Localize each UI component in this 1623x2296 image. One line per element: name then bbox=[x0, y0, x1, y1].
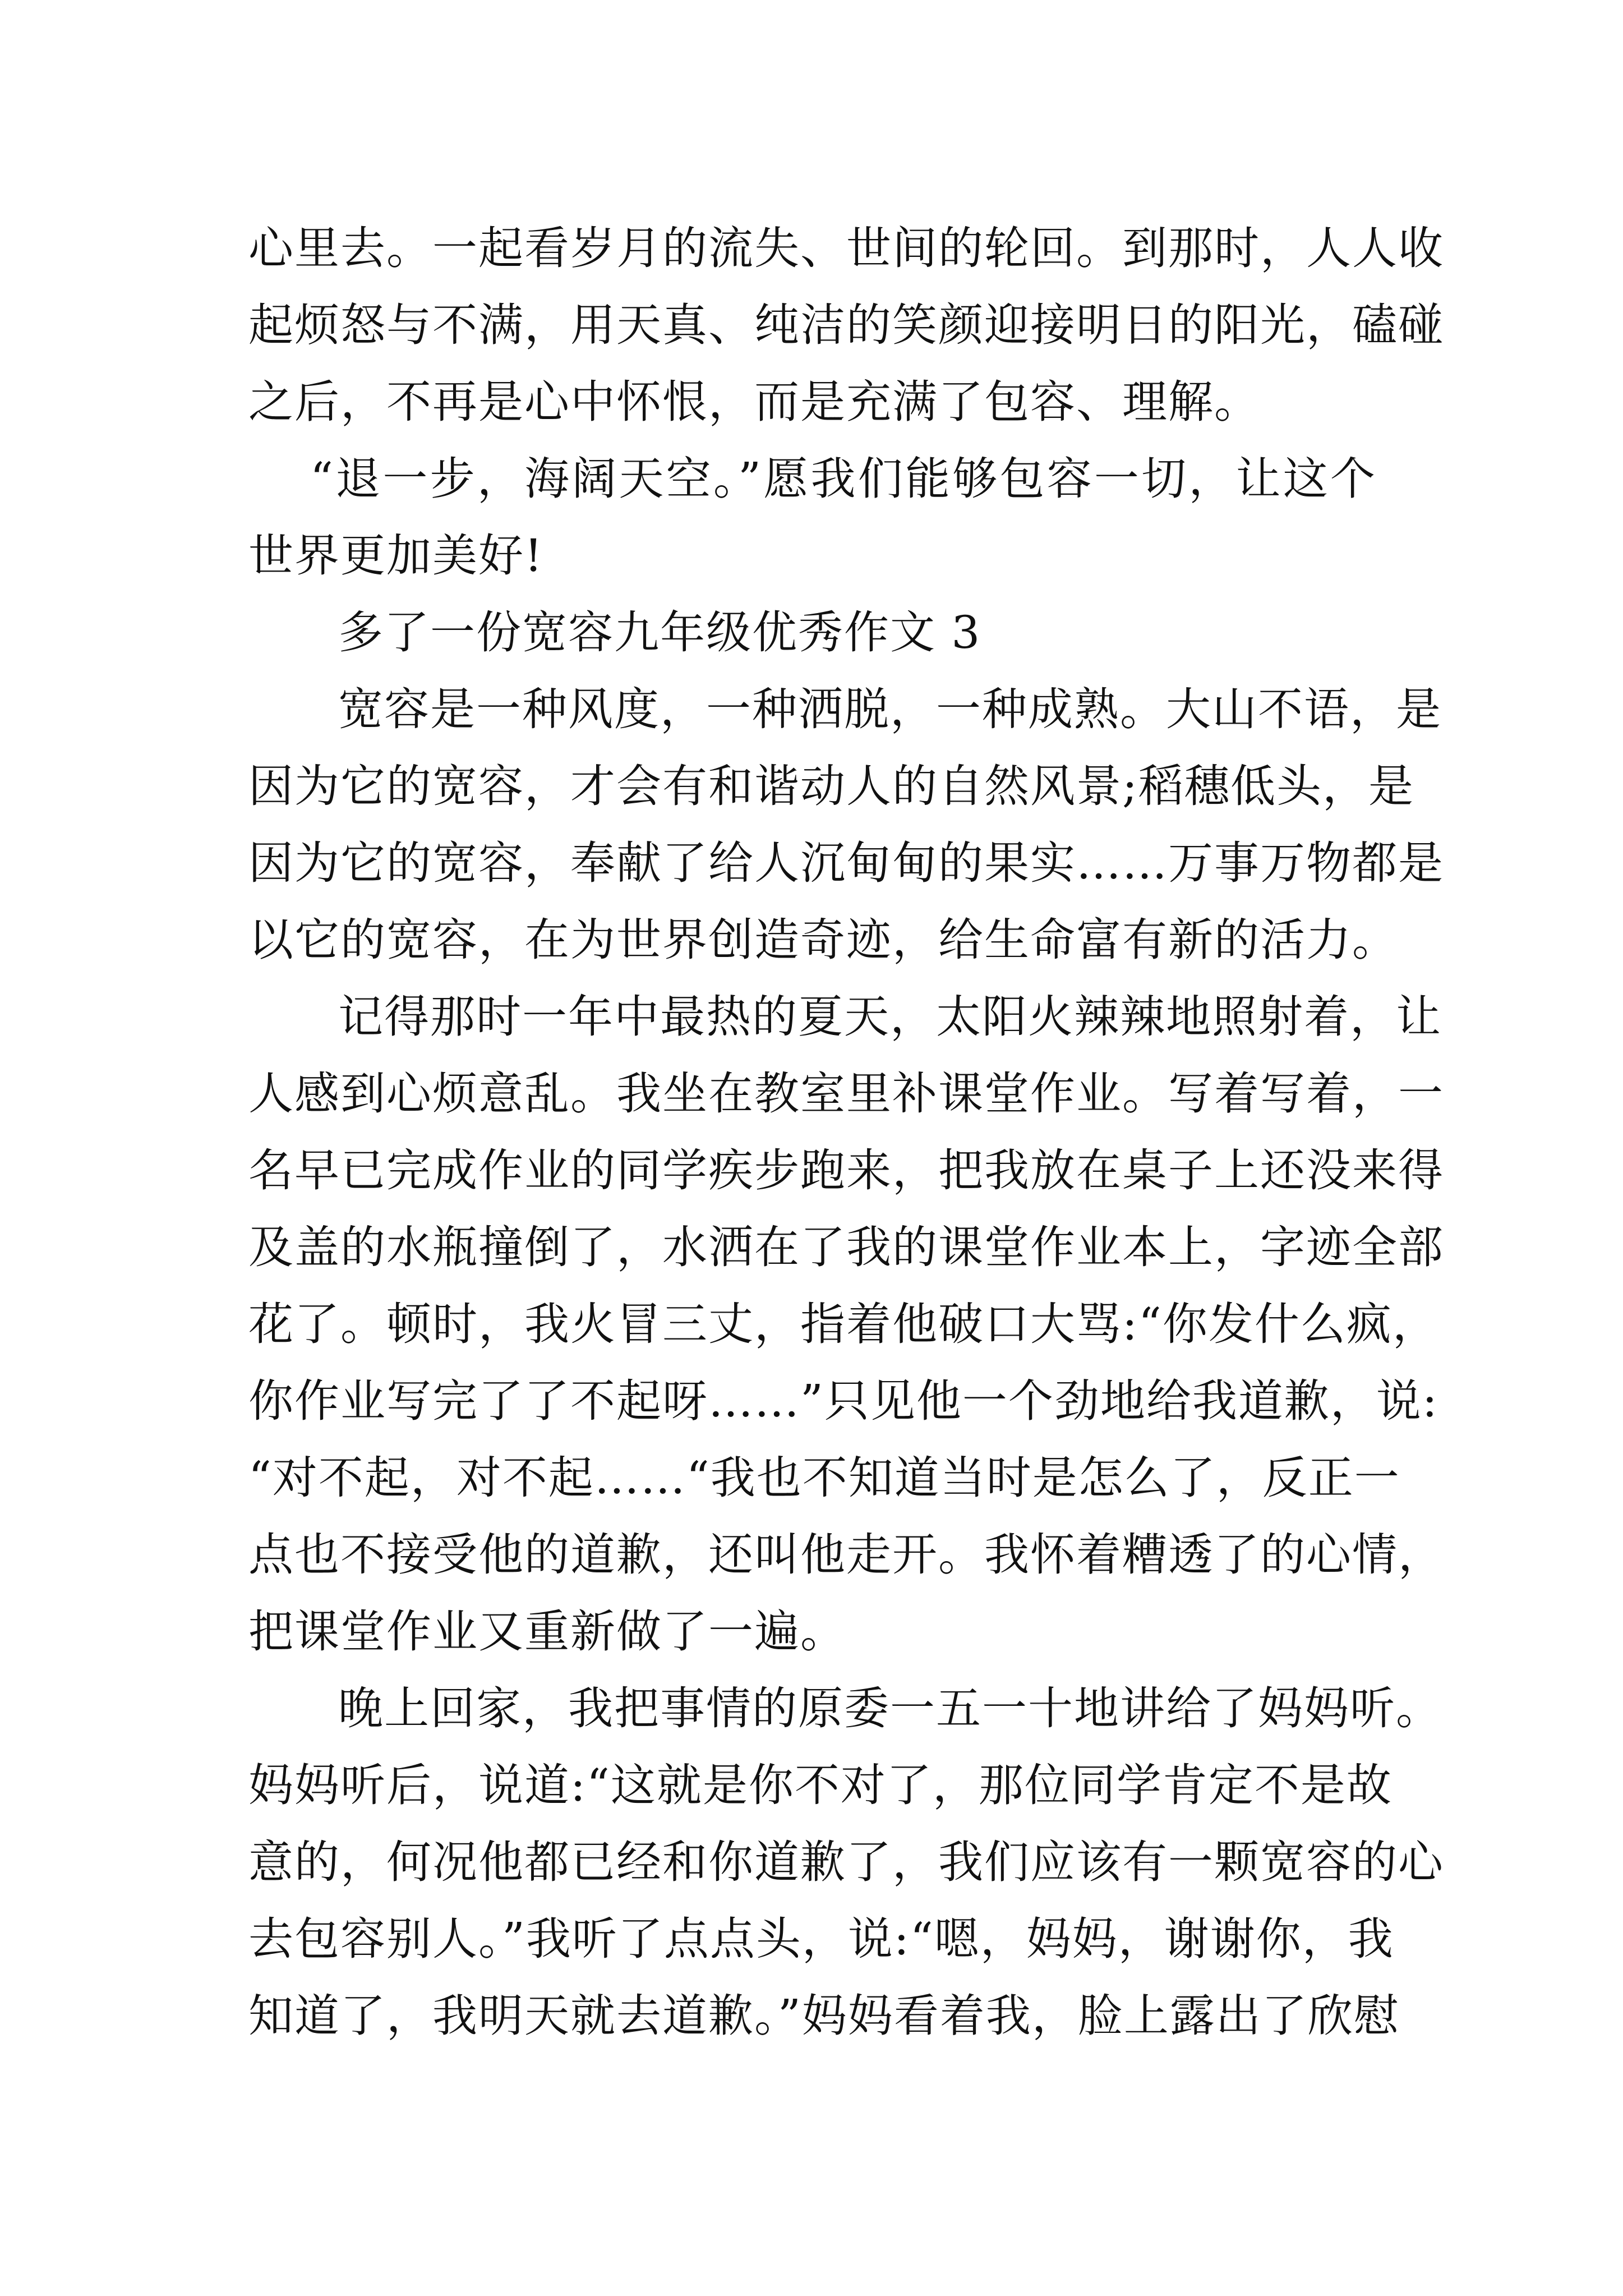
paragraph-line: 意的，何况他都已经和你道歉了，我们应该有一颗宽容的心 bbox=[248, 1836, 1444, 1888]
paragraph-line: 花了。顿时，我火冒三丈，指着他破口大骂:“你发什么疯， bbox=[248, 1298, 1438, 1350]
paragraph-line: 以它的宽容，在为世界创造奇迹，给生命富有新的活力。 bbox=[248, 914, 1398, 966]
paragraph-line: 因为它的宽容，才会有和谐动人的自然风景;稻穗低头，是 bbox=[248, 760, 1414, 812]
paragraph-line: 妈妈听后，说道:“这就是你不对了，那位同学肯定不是故 bbox=[248, 1759, 1393, 1811]
paragraph-line: 起烦怒与不满，用天真、纯洁的笑颜迎接明日的阳光，磕碰 bbox=[248, 299, 1444, 351]
paragraph-line: 晚上回家，我把事情的原委一五一十地讲给了妈妈听。 bbox=[338, 1682, 1442, 1734]
paragraph-line: 人感到心烦意乱。我坐在教室里补课堂作业。写着写着，一 bbox=[248, 1068, 1444, 1120]
paragraph-line: 心里去。一起看岁月的流失、世间的轮回。到那时，人人收 bbox=[248, 222, 1444, 274]
paragraph-line: 去包容别人。”我听了点点头，说:“嗯，妈妈，谢谢你，我 bbox=[248, 1913, 1394, 1965]
paragraph-line: 及盖的水瓶撞倒了，水洒在了我的课堂作业本上，字迹全部 bbox=[248, 1221, 1444, 1273]
paragraph-line: “对不起，对不起……“我也不知道当时是怎么了，反正一 bbox=[248, 1452, 1400, 1504]
essay-text bbox=[248, 210, 1444, 2054]
paragraph-line: 点也不接受他的道歉，还叫他走开。我怀着糟透了的心情， bbox=[248, 1529, 1444, 1581]
paragraph-line: 知道了，我明天就去道歉。”妈妈看着我，脸上露出了欣慰 bbox=[248, 1990, 1400, 2042]
paragraph-line: 记得那时一年中最热的夏天，太阳火辣辣地照射着，让 bbox=[338, 991, 1442, 1043]
paragraph-line: 之后，不再是心中怀恨，而是充满了包容、理解。 bbox=[248, 376, 1260, 428]
section-heading: 多了一份宽容九年级优秀作文 3 bbox=[338, 606, 981, 659]
paragraph-line: 宽容是一种风度，一种洒脱，一种成熟。大山不语，是 bbox=[338, 683, 1442, 735]
paragraph-line: 名早已完成作业的同学疾步跑来，把我放在桌子上还没来得 bbox=[248, 1144, 1444, 1197]
paragraph-line: 你作业写完了了不起呀……”只见他一个劲地给我道歉，说: bbox=[248, 1375, 1438, 1427]
paragraph-line: 因为它的宽容，奉献了给人沉甸甸的果实……万事万物都是 bbox=[248, 837, 1444, 889]
paragraph-line: “退一步，海阔天空。”愿我们能够包容一切，让这个 bbox=[310, 453, 1376, 505]
paragraph-line: 把课堂作业又重新做了一遍。 bbox=[248, 1605, 846, 1658]
paragraph-line: 世界更加美好! bbox=[248, 530, 544, 582]
